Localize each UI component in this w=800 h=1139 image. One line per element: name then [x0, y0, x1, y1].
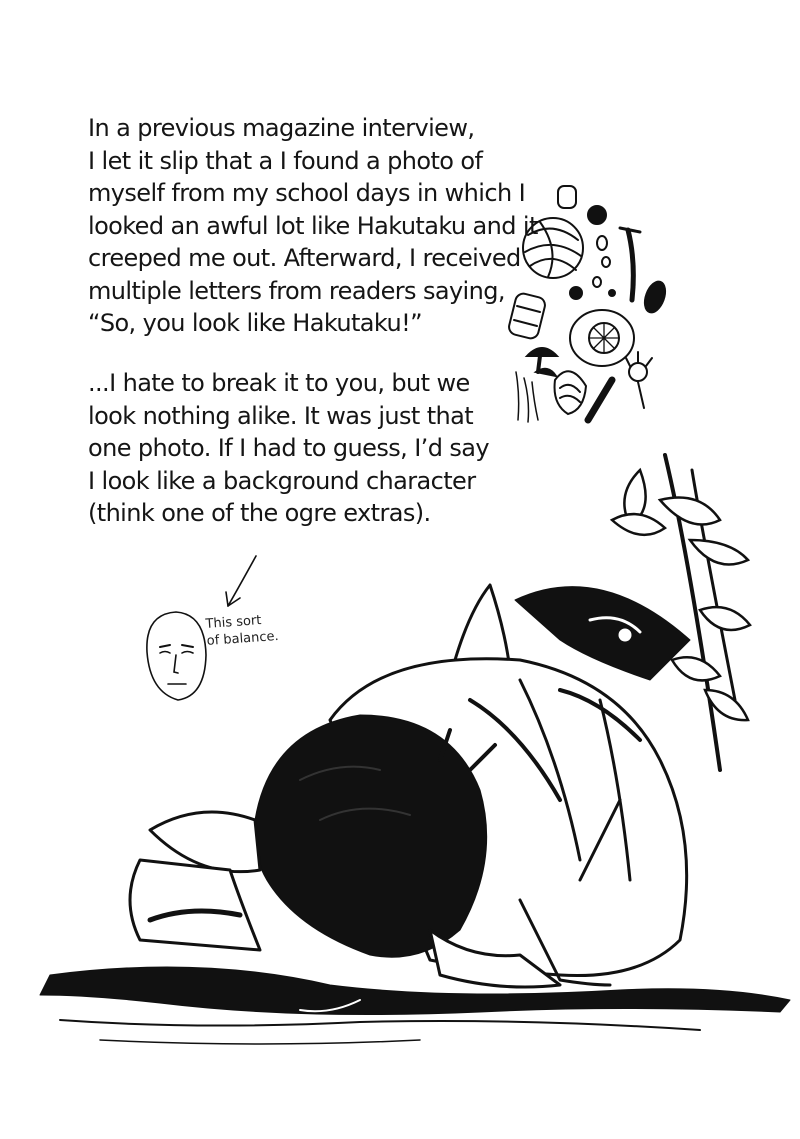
text-line: looked an awful lot like Hakutaku and it [88, 211, 538, 240]
text-line: ...I hate to break it to you, but we [88, 369, 470, 397]
side-note-line: This sort [205, 613, 262, 632]
text-line: look nothing alike. It was just that [88, 401, 474, 430]
face-doodle-icon [147, 612, 206, 700]
text-line: “So, you look like Hakutaku!” [88, 309, 422, 337]
bowing-character-icon [40, 585, 790, 1044]
text-line: In a previous magazine interview, [88, 114, 475, 142]
text-line: multiple letters from readers saying, [88, 276, 505, 305]
text-line: one photo. If I had to guess, I’d say [88, 434, 489, 462]
text-line: myself from my school days in which I [88, 179, 526, 207]
arrow-icon [226, 556, 256, 606]
herb-cluster-icon [507, 186, 669, 422]
text-line: creeped me out. Afterward, I received [88, 244, 521, 272]
text-line: (think one of the ogre extras). [88, 499, 431, 527]
text-line: I look like a background character [88, 466, 476, 495]
text-line: I let it slip that a I found a photo of [88, 146, 483, 175]
side-note-line: of balance. [206, 628, 280, 649]
